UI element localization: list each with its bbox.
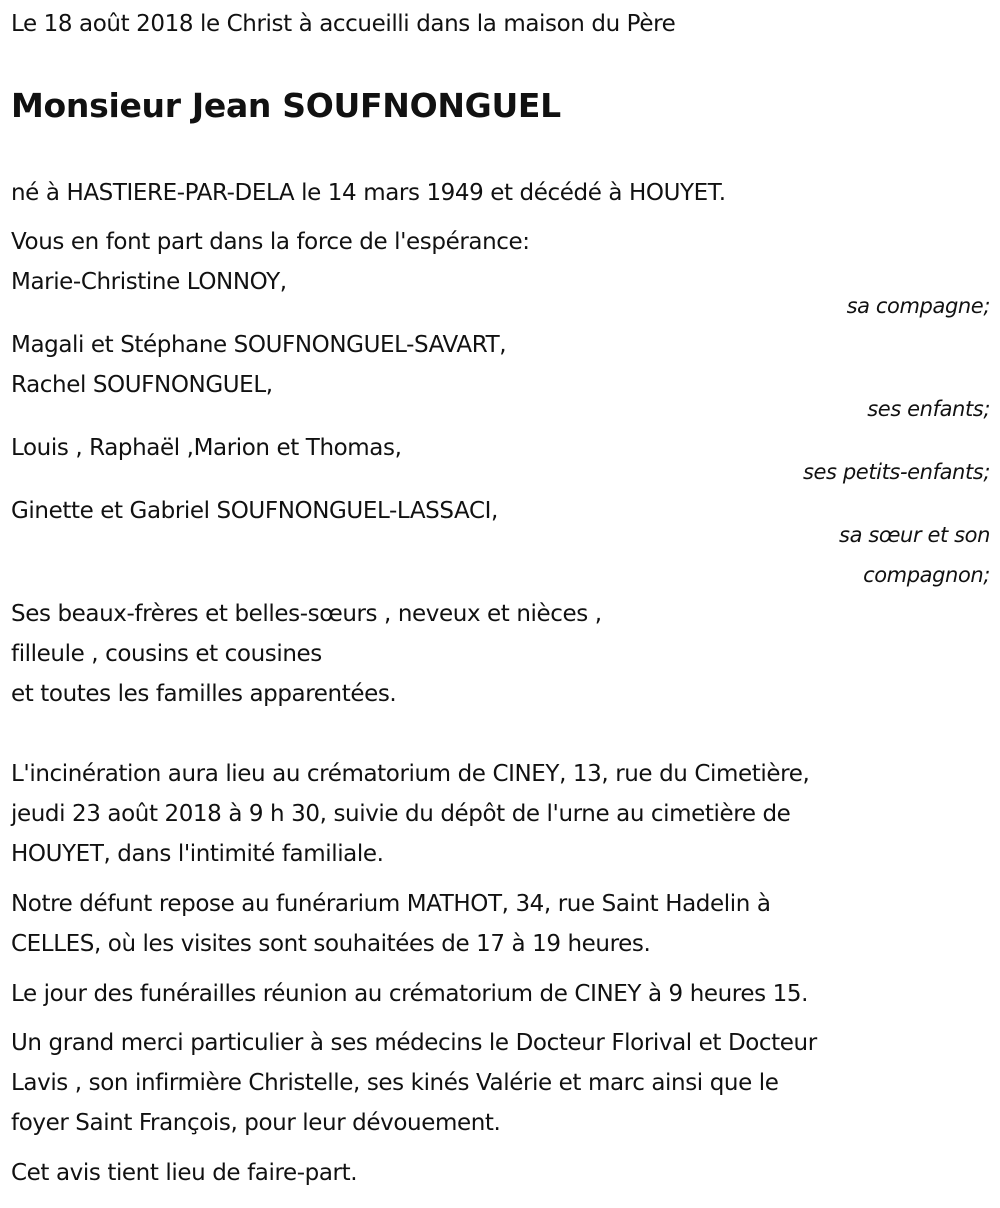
family-relation: compagnon; [863, 563, 990, 587]
meeting-info: Le jour des funérailles réunion au crématorium de CINEY à 9 heures 15. [11, 981, 808, 1007]
thanks-line: Un grand merci particulier à ses médecins le Docteur Florival et Docteur [11, 1030, 817, 1056]
family-member-name: Marie-Christine LONNOY, [11, 269, 287, 295]
family-member-name: Rachel SOUFNONGUEL, [11, 372, 273, 398]
family-relation: sa sœur et son [839, 523, 990, 547]
extended-family-line: filleule , cousins et cousines [11, 641, 322, 667]
funeral-home-line: Notre défunt repose au funérarium MATHOT, 34, rue Saint Hadelin à [11, 891, 771, 917]
birth-death-info: né à HASTIERE-PAR-DELA le 14 mars 1949 et décédé à HOUYET. [11, 180, 726, 206]
announcement-text: Vous en font part dans la force de l'espérance: [11, 229, 530, 255]
closing-text: Cet avis tient lieu de faire-part. [11, 1160, 358, 1186]
thanks-line: Lavis , son infirmière Christelle, ses kinés Valérie et marc ainsi que le [11, 1070, 779, 1096]
family-relation: ses petits-enfants; [803, 460, 990, 484]
family-member-name: Louis , Raphaël ,Marion et Thomas, [11, 435, 402, 461]
ceremony-line: HOUYET, dans l'intimité familiale. [11, 841, 384, 867]
ceremony-line: jeudi 23 août 2018 à 9 h 30, suivie du dépôt de l'urne au cimetière de [11, 801, 791, 827]
intro-text: Le 18 août 2018 le Christ à accueilli dans la maison du Père [11, 11, 676, 37]
extended-family-line: et toutes les familles apparentées. [11, 681, 397, 707]
family-member-name: Ginette et Gabriel SOUFNONGUEL-LASSACI, [11, 498, 498, 524]
family-relation: ses enfants; [867, 397, 990, 421]
funeral-home-line: CELLES, où les visites sont souhaitées de 17 à 19 heures. [11, 931, 651, 957]
extended-family-line: Ses beaux-frères et belles-sœurs , neveux et nièces , [11, 601, 602, 627]
family-member-name: Magali et Stéphane SOUFNONGUEL-SAVART, [11, 332, 507, 358]
thanks-line: foyer Saint François, pour leur dévouement. [11, 1110, 501, 1136]
deceased-name: Monsieur Jean SOUFNONGUEL [11, 86, 561, 125]
family-relation: sa compagne; [846, 294, 990, 318]
ceremony-line: L'incinération aura lieu au crématorium de CINEY, 13, rue du Cimetière, [11, 761, 810, 787]
